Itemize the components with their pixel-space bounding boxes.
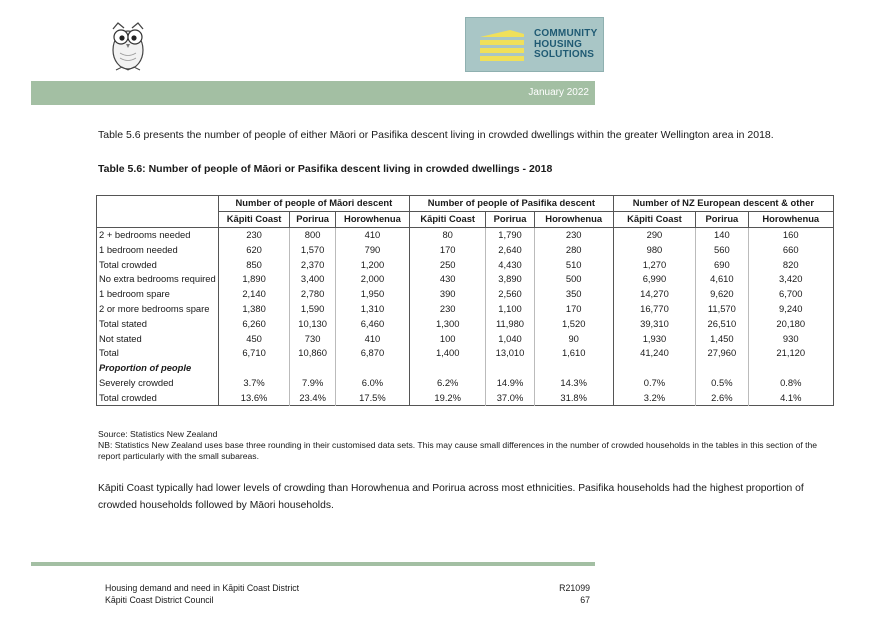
table-cell: 660	[748, 242, 834, 257]
table-cell: 0.7%	[613, 376, 696, 391]
table-cell: 1,380	[218, 302, 290, 317]
table-cell: 140	[696, 227, 748, 242]
table-cell: 1,200	[335, 257, 409, 272]
table-cell: 980	[613, 242, 696, 257]
table-cell: 6,700	[748, 287, 834, 302]
intro-text: Table 5.6 presents the number of people of either Māori or Pasifika descent living in crowded dwellings within the greater Wellington area in 2018.	[98, 129, 774, 141]
group-header: Number of people of Pasifika descent	[410, 196, 614, 212]
note-line: NB: Statistics New Zealand uses base three rounding in their customised data sets. This may cause small differences in the number of crowded households in the tables in this section of the report particularly with the small subareas.	[98, 440, 818, 462]
community-housing-solutions-logo	[465, 17, 604, 72]
table-row	[97, 331, 834, 346]
table-cell: 3.2%	[613, 390, 696, 405]
table-row	[97, 376, 834, 391]
column-header: Porirua	[486, 211, 534, 227]
table-cell: 0.5%	[696, 376, 748, 391]
table-body	[97, 227, 834, 406]
table-cell: 20,180	[748, 316, 834, 331]
brand-line-3: SOLUTIONS	[534, 49, 595, 60]
table-row	[97, 272, 834, 287]
table-cell: 2,140	[218, 287, 290, 302]
table-cell: 170	[410, 242, 486, 257]
table-cell: 1,950	[335, 287, 409, 302]
table-cell: 4,610	[696, 272, 748, 287]
table-cell: 790	[335, 242, 409, 257]
proportion-heading-row	[97, 361, 834, 376]
table-cell: 41,240	[613, 346, 696, 361]
table-row	[97, 227, 834, 242]
table-cell: 230	[410, 302, 486, 317]
table-cell: 13,010	[486, 346, 534, 361]
table-cell: 280	[534, 242, 613, 257]
table-cell: 620	[218, 242, 290, 257]
table-cell: 90	[534, 331, 613, 346]
table-cell: 6,260	[218, 316, 290, 331]
table-cell: 410	[335, 331, 409, 346]
row-label: Total stated	[99, 317, 147, 329]
table-row	[97, 302, 834, 317]
empty-cell	[696, 361, 748, 376]
table-cell: 4,430	[486, 257, 534, 272]
table-cell: 1,270	[613, 257, 696, 272]
table-row	[97, 316, 834, 331]
column-header: Horowhenua	[748, 211, 834, 227]
house-bars-icon	[474, 27, 532, 63]
empty-cell	[410, 361, 486, 376]
table-cell: 1,450	[696, 331, 748, 346]
column-header: Kāpiti Coast	[218, 211, 290, 227]
table-cell: 410	[335, 227, 409, 242]
table-cell: 230	[534, 227, 613, 242]
footer-left	[105, 582, 299, 606]
table-cell: 7.9%	[290, 376, 335, 391]
crowding-table	[96, 195, 834, 406]
table-cell: 820	[748, 257, 834, 272]
row-label: 2 or more bedrooms spare	[99, 302, 210, 314]
proportion-heading: Proportion of people	[99, 362, 192, 374]
brand-line-1: COMMUNITY	[534, 28, 598, 39]
table-cell: 450	[218, 331, 290, 346]
table-cell: 16,770	[613, 302, 696, 317]
row-label: 1 bedroom needed	[99, 243, 178, 255]
footer-right	[520, 582, 590, 606]
table-cell: 11,570	[696, 302, 748, 317]
owl-logo	[104, 17, 152, 73]
row-label: Total	[99, 347, 119, 359]
group-header-row	[97, 196, 834, 212]
empty-cell	[534, 361, 613, 376]
table-cell: 1,310	[335, 302, 409, 317]
table-cell: 2,780	[290, 287, 335, 302]
table-row	[97, 257, 834, 272]
header-bar	[31, 81, 595, 105]
table-cell: 39,310	[613, 316, 696, 331]
table-cell: 690	[696, 257, 748, 272]
empty-cell	[335, 361, 409, 376]
table-cell: 3,400	[290, 272, 335, 287]
empty-cell	[748, 361, 834, 376]
column-header: Kāpiti Coast	[613, 211, 696, 227]
row-label: Total crowded	[99, 391, 157, 403]
table-cell: 14.3%	[534, 376, 613, 391]
row-label: Severely crowded	[99, 376, 174, 388]
empty-cell	[218, 361, 290, 376]
table-cell: 1,400	[410, 346, 486, 361]
table-cell: 1,930	[613, 331, 696, 346]
empty-cell	[290, 361, 335, 376]
table-cell: 2,000	[335, 272, 409, 287]
group-header: Number of NZ European descent & other	[613, 196, 833, 212]
table-cell: 2,370	[290, 257, 335, 272]
table-cell: 390	[410, 287, 486, 302]
table-cell: 1,520	[534, 316, 613, 331]
table-cell: 930	[748, 331, 834, 346]
column-header: Horowhenua	[335, 211, 409, 227]
table-cell: 170	[534, 302, 613, 317]
table-cell: 850	[218, 257, 290, 272]
header-date: January 2022	[528, 87, 589, 98]
table-cell: 17.5%	[335, 390, 409, 405]
table-cell: 9,240	[748, 302, 834, 317]
table-cell: 6,710	[218, 346, 290, 361]
table-cell: 37.0%	[486, 390, 534, 405]
table-cell: 10,860	[290, 346, 335, 361]
table-cell: 350	[534, 287, 613, 302]
footer-divider	[31, 562, 595, 566]
group-header: Number of people of Māori descent	[218, 196, 409, 212]
table-cell: 1,890	[218, 272, 290, 287]
summary-paragraph: Kāpiti Coast typically had lower levels of crowding than Horowhenua and Porirua across most ethnicities. Pasifika households had the highest proportion of crowded households followed by Māori households.	[98, 483, 804, 511]
table-cell: 500	[534, 272, 613, 287]
table-cell: 6,990	[613, 272, 696, 287]
table-cell: 3,890	[486, 272, 534, 287]
table-cell: 19.2%	[410, 390, 486, 405]
table-cell: 250	[410, 257, 486, 272]
table-cell: 290	[613, 227, 696, 242]
row-label: Not stated	[99, 332, 142, 344]
table-cell: 21,120	[748, 346, 834, 361]
column-header: Horowhenua	[534, 211, 613, 227]
row-label: No extra bedrooms required	[99, 273, 216, 285]
table-cell: 1,040	[486, 331, 534, 346]
row-label: Total crowded	[99, 258, 157, 270]
row-label-header	[97, 196, 219, 228]
row-label: 1 bedroom spare	[99, 288, 170, 300]
table-cell: 6.0%	[335, 376, 409, 391]
table-cell: 3.7%	[218, 376, 290, 391]
empty-cell	[486, 361, 534, 376]
table-cell: 1,610	[534, 346, 613, 361]
table-cell: 14,270	[613, 287, 696, 302]
table-cell: 11,980	[486, 316, 534, 331]
source-notes	[98, 429, 833, 463]
table-cell: 9,620	[696, 287, 748, 302]
table-cell: 31.8%	[534, 390, 613, 405]
brand-line-2: HOUSING	[534, 38, 583, 50]
table-caption: Table 5.6: Number of people of Māori or Pasifika descent living in crowded dwellings - 2018	[98, 163, 553, 175]
column-header: Kāpiti Coast	[410, 211, 486, 227]
table-cell: 230	[218, 227, 290, 242]
table-cell: 6,460	[335, 316, 409, 331]
table-cell: 80	[410, 227, 486, 242]
table-cell: 6,870	[335, 346, 409, 361]
table-cell: 1,790	[486, 227, 534, 242]
table-cell: 14.9%	[486, 376, 534, 391]
footer-title: Housing demand and need in Kāpiti Coast District	[105, 583, 300, 593]
table-row	[97, 390, 834, 405]
table-cell: 2,640	[486, 242, 534, 257]
table-cell: 2.6%	[696, 390, 748, 405]
column-header: Porirua	[290, 211, 335, 227]
table-cell: 730	[290, 331, 335, 346]
source-line: Source: Statistics New Zealand	[98, 429, 218, 439]
table-cell: 160	[748, 227, 834, 242]
table-cell: 27,960	[696, 346, 748, 361]
table-cell: 560	[696, 242, 748, 257]
table-row	[97, 346, 834, 361]
table-cell: 2,560	[486, 287, 534, 302]
table-cell: 3,420	[748, 272, 834, 287]
table-cell: 0.8%	[748, 376, 834, 391]
table-cell: 1,570	[290, 242, 335, 257]
brand-text	[534, 29, 597, 61]
column-header: Porirua	[696, 211, 748, 227]
table-row	[97, 287, 834, 302]
table-cell: 800	[290, 227, 335, 242]
table-cell: 6.2%	[410, 376, 486, 391]
table-cell: 10,130	[290, 316, 335, 331]
empty-cell	[613, 361, 696, 376]
row-label: 2 + bedrooms needed	[99, 228, 191, 240]
footer-ref: R21099	[559, 583, 590, 593]
table-row	[97, 242, 834, 257]
table-cell: 1,100	[486, 302, 534, 317]
footer-org: Kāpiti Coast District Council	[105, 595, 214, 605]
table-cell: 13.6%	[218, 390, 290, 405]
table-cell: 430	[410, 272, 486, 287]
table-cell: 510	[534, 257, 613, 272]
table-cell: 100	[410, 331, 486, 346]
table-cell: 1,300	[410, 316, 486, 331]
table-cell: 26,510	[696, 316, 748, 331]
table-cell: 23.4%	[290, 390, 335, 405]
table-cell: 4.1%	[748, 390, 834, 405]
table-cell: 1,590	[290, 302, 335, 317]
page-number: 67	[580, 595, 590, 605]
